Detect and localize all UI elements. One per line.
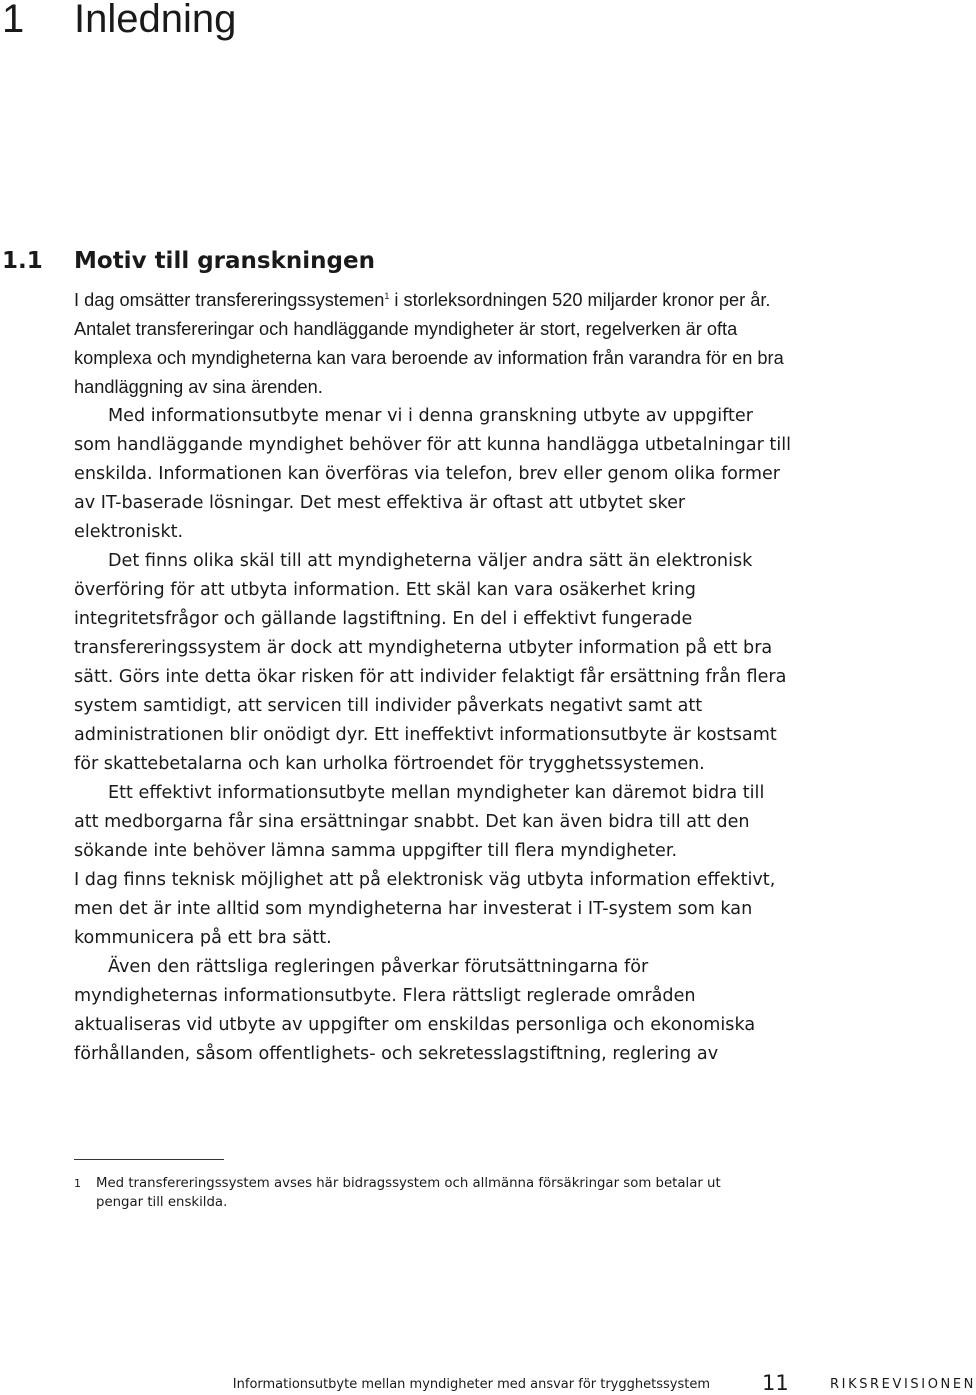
footnote-reference: 1 xyxy=(384,291,390,301)
section-number: 1.1 xyxy=(2,248,43,274)
chapter-title: Inledning xyxy=(74,0,237,41)
paragraph-2: Med informationsutbyte menar vi i denna granskning utbyte av uppgifter som handläggande myndighet behöver för att kunna handlägga utbetalningar till enskilda. Informationen kan överföras via telefon, brev eller genom olika former av IT-baserade lösningar. Det mest effektiva är oftast att utbytet sker elektroniskt. xyxy=(74,406,791,542)
publication-title: Informationsutbyte mellan myndigheter med ansvar för trygghetssystem xyxy=(232,1377,710,1392)
paragraph-5: I dag finns teknisk möjlighet att på elektronisk väg utbyta information effektivt, men det är inte alltid som myndigheterna har investerat i IT-system som kan kommunicera på ett bra sätt. xyxy=(74,870,776,948)
body-text xyxy=(74,286,794,1069)
paragraph-1 xyxy=(74,286,794,402)
footnote xyxy=(74,1174,754,1212)
page-number: 11 xyxy=(762,1371,789,1395)
paragraph-1-start: I dag omsätter transfereringssystemen xyxy=(74,290,385,310)
paragraph-3: Det finns olika skäl till att myndigheterna väljer andra sätt än elektronisk överföring för att utbyta information. Ett skäl kan vara osäkerhet kring integritetsfrågor och gällande lagstiftning. En del i effektivt fungerade transfereringssystem är dock att myndigheterna utbyter information på ett bra sätt. Görs inte detta ökar risken för att individer felaktigt får ersättning från flera system samtidigt, att servicen till individer påverkats negativt samt att administrationen blir onödigt dyr. Ett ineffektivt informationsutbyte är kostsamt för skattebetalarna och kan urholka förtroendet för trygghetssystemen. xyxy=(74,551,787,774)
chapter-number: 1 xyxy=(2,0,25,41)
section-title: Motiv till granskningen xyxy=(74,248,375,274)
paragraph-1-rest: i storleksordningen 520 miljarder kronor per år. Antalet transfereringar och handläggande myndigheter är stort, regelverken är ofta komplexa och myndigheterna kan vara beroende av information från varandra för en bra handläggning av sina ärenden. xyxy=(74,290,784,397)
brand-name: RIKSREVISIONEN xyxy=(830,1377,976,1392)
footnote-text: Med transfereringssystem avses här bidragssystem och allmänna försäkringar som betalar ut pengar till enskilda. xyxy=(96,1176,721,1210)
page-footer xyxy=(0,1371,976,1395)
footnote-divider xyxy=(74,1159,224,1160)
footnote-number: 1 xyxy=(74,1177,81,1190)
paragraph-4: Ett effektivt informationsutbyte mellan myndigheter kan däremot bidra till att medborgarna får sina ersättningar snabbt. Det kan även bidra till att den sökande inte behöver lämna samma uppgifter till flera myndigheter. xyxy=(74,783,765,861)
paragraph-6: Även den rättsliga regleringen påverkar förutsättningarna för myndigheternas informationsutbyte. Flera rättsligt reglerade områden aktualiseras vid utbyte av uppgifter om enskildas personliga och ekonomiska förhållanden, såsom offentlighets- och sekretesslagstiftning, reglering av xyxy=(74,957,756,1064)
